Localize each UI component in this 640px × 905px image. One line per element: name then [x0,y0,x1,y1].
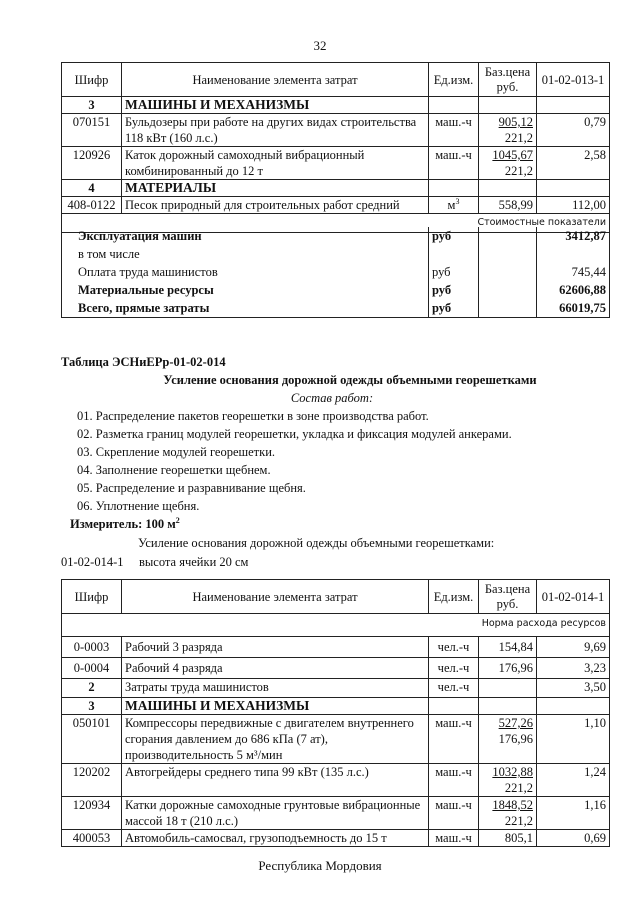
table-row [62,197,610,214]
summary-row [62,281,610,299]
section-number: 4 [62,180,122,197]
section-row [62,180,610,197]
resource-code: 408-0122 [62,197,122,214]
table-row [62,764,610,797]
page-number: 32 [313,38,327,53]
summary-value: 3412,87 [537,227,610,245]
section-subtitle: Усиление основания дорожной одежды объемными георешетками [163,373,537,387]
resource-name: Рабочий 4 разряда [122,658,429,679]
work-step: 05. Распределение и разравнивание щебня. [77,481,306,495]
header-code: Шифр [62,63,122,97]
resources-table-2 [61,579,610,847]
resource-unit: маш.-ч [429,764,479,797]
resource-code: 050101 [62,715,122,764]
summary-unit: руб [429,263,479,281]
resource-price: 527,26 176,96 [479,715,537,764]
measure-unit: Измеритель: 100 $м^2$ [70,515,180,531]
table-row [62,114,610,147]
summary-label: в том числе [62,245,429,263]
resource-value: 1,10 [537,715,610,764]
summary-label: Оплата труда машинистов [62,263,429,281]
resource-code: 0-0003 [62,637,122,658]
table-title: Таблица ЭСНиЕРр-01-02-014 [61,355,226,369]
item-code: 01-02-014-1 [61,555,124,569]
section-title: Затраты труда машинистов [122,679,429,698]
resource-unit: чел.-ч [429,637,479,658]
resource-unit: маш.-ч [429,797,479,830]
resource-price: 1848,52 221,2 [479,797,537,830]
resource-unit: маш.-ч [429,830,479,847]
resource-price: 1032,88 221,2 [479,764,537,797]
item-subdescription: высота ячейки 20 см [139,555,249,569]
header-norm: 01-02-013-1 [537,63,610,97]
resource-code: 070151 [62,114,122,147]
header-name: Наименование элемента затрат [122,580,429,614]
resource-name: Рабочий 3 разряда [122,637,429,658]
summary-unit: руб [429,281,479,299]
item-description: Усиление основания дорожной одежды объемными георешетками: [138,536,495,550]
work-step: 06. Уплотнение щебня. [77,499,200,513]
section-title: МАШИНЫ И МЕХАНИЗМЫ [122,97,429,114]
header-code: Шифр [62,580,122,614]
resource-unit: маш.-ч [429,114,479,147]
work-step: 03. Скрепление модулей георешетки. [77,445,276,459]
resource-name: Бульдозеры при работе на других видах строительства 118 кВт (160 л.с.) [122,114,429,147]
summary-unit: руб [429,299,479,318]
resource-price: 176,96 [479,658,537,679]
header-name: Наименование элемента затрат [122,63,429,97]
table-row [62,637,610,658]
resource-value: 0,79 [537,114,610,147]
section-row [62,679,610,698]
resource-name: Песок природный для строительных работ средний [122,197,429,214]
resources-table-1 [61,62,610,233]
resource-value: 3,23 [537,658,610,679]
cost-indicators-note: Стоимостные показатели [62,214,610,233]
section-value: 3,50 [537,679,610,698]
section-number: 3 [62,698,122,715]
resource-price: 805,1 [479,830,537,847]
summary-row [62,299,610,318]
resource-name: Автогрейдеры среднего типа 99 кВт (135 л.с.) [122,764,429,797]
resource-price: 558,99 [479,197,537,214]
header-norm: 01-02-014-1 [537,580,610,614]
table-row [62,715,610,764]
section-title: МАШИНЫ И МЕХАНИЗМЫ [122,698,429,715]
resource-unit: чел.-ч [429,658,479,679]
summary-row [62,263,610,281]
summary-label: Эксплуатация машин [62,227,429,245]
header-price: Баз.цена руб. [479,63,537,97]
summary-unit: руб [429,227,479,245]
work-step: 01. Распределение пакетов георешетки в зоне производства работ. [77,409,429,423]
header-unit: Ед.изм. [429,63,479,97]
resource-unit: маш.-ч [429,715,479,764]
work-step: 04. Заполнение георешетки щебнем. [77,463,271,477]
summary-table [61,227,610,318]
resource-unit: $м^3$ [429,197,479,214]
table-row [62,830,610,847]
table-row [62,797,610,830]
resource-name: Каток дорожный самоходный вибрационный комбинированный до 12 т [122,147,429,180]
resource-name: Катки дорожные самоходные грунтовые вибрационные массой 18 т (210 л.с.) [122,797,429,830]
section-row [62,97,610,114]
resource-name: Компрессоры передвижные с двигателем внутреннего сгорания давлением до 686 кПа (7 ат), производительность 5 м³/мин [122,715,429,764]
resource-price: 154,84 [479,637,537,658]
work-step: 02. Разметка границ модулей георешетки, укладка и фиксация модулей анкерами. [77,427,512,441]
table-row [62,147,610,180]
resource-code: 120934 [62,797,122,830]
resource-value: 0,69 [537,830,610,847]
resource-unit: маш.-ч [429,147,479,180]
summary-label: Материальные ресурсы [62,281,429,299]
summary-label: Всего, прямые затраты [62,299,429,318]
resource-value: 1,16 [537,797,610,830]
resource-value: 112,00 [537,197,610,214]
section-number: 2 [62,679,122,698]
norm-note: Норма расхода ресурсов [62,614,610,637]
resource-code: 400053 [62,830,122,847]
section-title: МАТЕРИАЛЫ [122,180,429,197]
header-unit: Ед.изм. [429,580,479,614]
resource-code: 120926 [62,147,122,180]
resource-price: 905,12 221,2 [479,114,537,147]
header-price: Баз.цена руб. [479,580,537,614]
resource-code: 0-0004 [62,658,122,679]
composition-title: Состав работ: [290,391,374,405]
summary-value: 745,44 [537,263,610,281]
table-row [62,658,610,679]
summary-value: 66019,75 [537,299,610,318]
resource-value: 9,69 [537,637,610,658]
summary-row [62,227,610,245]
resource-price: 1045,67 221,2 [479,147,537,180]
summary-value: 62606,88 [537,281,610,299]
section-unit: чел.-ч [429,679,479,698]
summary-row [62,245,610,263]
footer-region: Республика Мордовия [258,858,382,873]
resource-name: Автомобиль-самосвал, грузоподъемность до 15 т [122,830,429,847]
resource-value: 1,24 [537,764,610,797]
resource-code: 120202 [62,764,122,797]
section-row [62,698,610,715]
resource-value: 2,58 [537,147,610,180]
section-number: 3 [62,97,122,114]
